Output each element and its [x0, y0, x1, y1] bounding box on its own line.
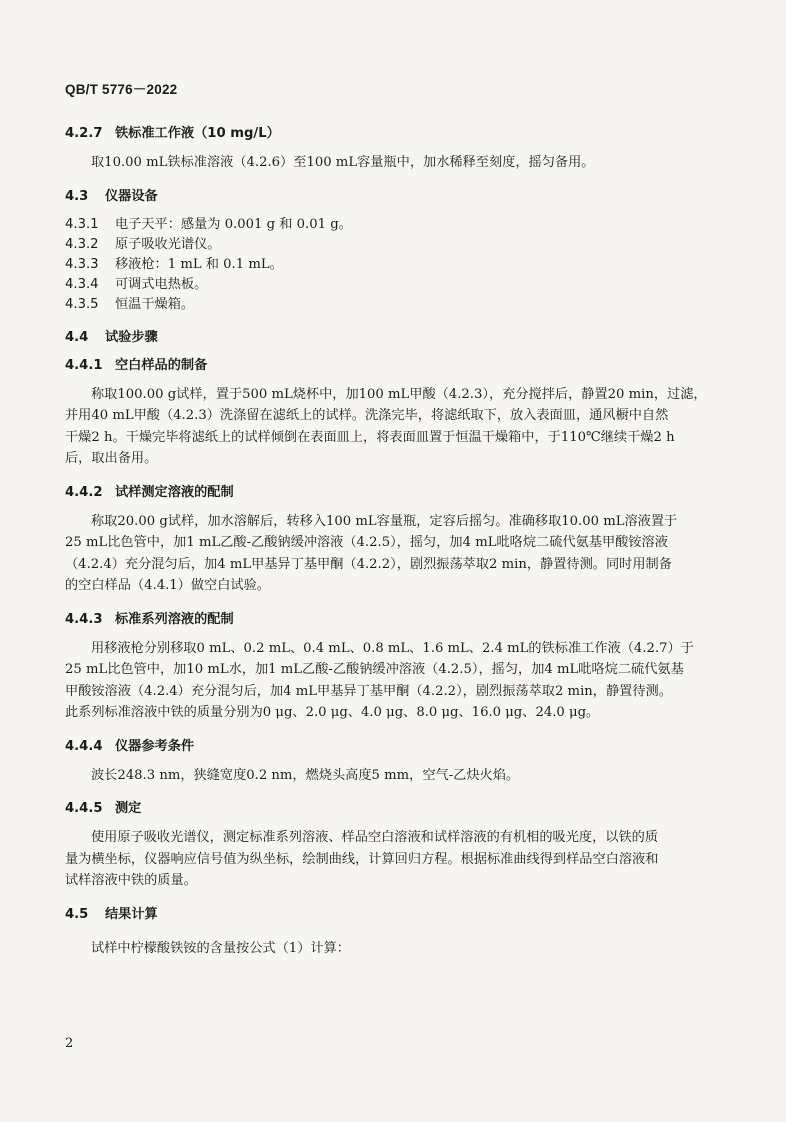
heading-4-4-4	[65, 737, 715, 757]
list-item: 4.3.5 恒温干燥箱。	[65, 296, 195, 312]
heading-4-4	[65, 328, 715, 348]
list-item: 4.3.2 原子吸收光谱仪。	[65, 236, 221, 252]
paragraph-4-4-4: 波长248.3 nm，狭缝宽度0.2 nm，燃烧头高度5 mm，空气-乙炔火焰。	[91, 767, 520, 783]
heading-4-4-2	[65, 483, 715, 503]
section-number: 4.4.3	[65, 611, 103, 627]
section-number: 4.2.7	[65, 126, 103, 141]
section-number: 4.4.2	[65, 484, 103, 500]
section-title: 试验步骤	[105, 329, 158, 345]
section-number: 4.4.1	[65, 357, 103, 373]
paragraph-4-5: 试样中柠檬酸铁铵的含量按公式（1）计算：	[91, 940, 350, 956]
standard-code: QB/T 5776－2022	[65, 82, 178, 97]
section-number: 4.3	[65, 188, 89, 204]
paragraph-4-4-2: 称取20.00 g试样，加水溶解后，转移入100 mL容量瓶，定容后摇匀。准确移取10.00 mL溶液置于 25 mL比色管中，加1 mL乙酸-乙酸钠缓冲溶液（4.2.5），摇匀，加4 mL吡咯烷二硫代氨基甲酸铵溶液 （4.2.4）充分混匀后，加4 mL甲基异丁基甲酮（4.2.2），剧烈振荡萃取2 min，静置待测。同时用制备 的空白样品（4.4.1）做空白试验。	[65, 513, 678, 593]
section-number: 4.4.4	[65, 738, 103, 754]
page-number: 2	[65, 1036, 74, 1051]
section-title: 标准系列溶液的配制	[115, 611, 234, 627]
section-title: 试样测定溶液的配制	[115, 484, 234, 500]
section-number: 4.4	[65, 329, 89, 345]
paragraph-4-4-5: 使用原子吸收光谱仪，测定标准系列溶液、样品空白溶液和试样溶液的有机相的吸光度，以铁的质 量为横坐标，仪器响应信号值为纵坐标，绘制曲线，计算回归方程。根据标准曲线得到样品空白溶液和 试样溶液中铁的质量。	[65, 830, 659, 888]
heading-4-2-7	[65, 124, 715, 144]
section-title: 铁标准工作液（10 mg/L）	[115, 126, 280, 141]
heading-4-5	[65, 905, 715, 925]
paragraph-4-4-3: 用移液枪分别移取0 mL、0.2 mL、0.4 mL、0.8 mL、1.6 mL、2.4 mL的铁标准工作液（4.2.7）于 25 mL比色管中，加10 mL水，加1 mL乙酸-乙酸钠缓冲溶液（4.2.5），摇匀，加4 mL吡咯烷二硫代氨基 甲酸铵溶液（4.2.4）充分混匀后，加4 mL甲基异丁基甲酮（4.2.2），剧烈振荡萃取2 min，静置待测。 此系列标准溶液中铁的质量分别为0 μg、2.0 μg、4.0 μg、8.0 μg、16.0 μg、24.0 μg。	[65, 640, 694, 720]
section-number: 4.5	[65, 906, 89, 922]
heading-4-4-3	[65, 610, 715, 630]
section-title: 仪器参考条件	[115, 738, 195, 754]
section-title: 测定	[115, 801, 142, 816]
list-item: 4.3.4 可调式电热板。	[65, 276, 208, 292]
section-title: 结果计算	[105, 906, 158, 922]
heading-4-4-1	[65, 356, 715, 376]
heading-4-3	[65, 187, 715, 207]
document-body	[65, 124, 715, 959]
list-item: 4.3.1 电子天平：感量为 0.001 g 和 0.01 g。	[65, 216, 352, 232]
section-number: 4.4.5	[65, 801, 103, 816]
section-title: 仪器设备	[105, 188, 158, 204]
list-item: 4.3.3 移液枪：1 mL 和 0.1 mL。	[65, 256, 283, 272]
paragraph-4-4-1: 称取100.00 g试样，置于500 mL烧杯中，加100 mL甲酸（4.2.3），充分搅拌后，静置20 min，过滤， 并用40 mL甲酸（4.2.3）洗涤留在滤纸上的试样。洗涤完毕，将滤纸取下，放入表面皿，通风橱中自然 干燥2 h。干燥完毕将滤纸上的试样倾倒在表面皿上，将表面皿置于恒温干燥箱中，于110℃继续干燥2 h 后，取出备用。	[65, 386, 707, 466]
heading-4-4-5	[65, 799, 715, 819]
section-title: 空白样品的制备	[115, 357, 208, 373]
paragraph-4-2-7: 取10.00 mL铁标准溶液（4.2.6）至100 mL容量瓶中，加水稀释至刻度，摇匀备用。	[91, 155, 595, 170]
